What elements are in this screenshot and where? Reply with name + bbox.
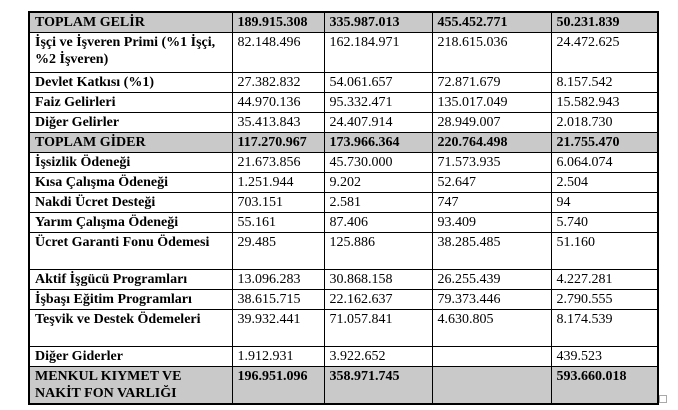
row-value: 703.151 <box>232 193 324 213</box>
row-value: 39.932.441 <box>232 310 324 347</box>
row-value: 162.184.971 <box>324 33 432 73</box>
row-value: 26.255.439 <box>432 270 551 290</box>
empty-paragraph-marker-icon <box>659 395 667 403</box>
row-value: 87.406 <box>324 213 432 233</box>
row-value: 335.987.013 <box>324 12 432 33</box>
row-value: 38.285.485 <box>432 233 551 270</box>
row-label: MENKUL KIYMET VE NAKİT FON VARLIĞI <box>29 367 232 405</box>
row-value: 117.270.967 <box>232 133 324 153</box>
row-value: 54.061.657 <box>324 73 432 93</box>
row-label: Diğer Giderler <box>29 347 232 367</box>
row-value <box>432 347 551 367</box>
row-value: 93.409 <box>432 213 551 233</box>
table-row <box>29 310 658 347</box>
row-label: Faiz Gelirleri <box>29 93 232 113</box>
row-label: TOPLAM GİDER <box>29 133 232 153</box>
row-value: 28.949.007 <box>432 113 551 133</box>
row-value: 2.504 <box>551 173 658 193</box>
row-value: 27.382.832 <box>232 73 324 93</box>
row-label: Nakdi Ücret Desteği <box>29 193 232 213</box>
financial-table <box>28 11 659 405</box>
row-value: 45.730.000 <box>324 153 432 173</box>
row-value: 24.407.914 <box>324 113 432 133</box>
row-value: 44.970.136 <box>232 93 324 113</box>
row-value: 55.161 <box>232 213 324 233</box>
row-label: Ücret Garanti Fonu Ödemesi <box>29 233 232 270</box>
row-value: 95.332.471 <box>324 93 432 113</box>
row-value: 71.573.935 <box>432 153 551 173</box>
table-row <box>29 233 658 270</box>
row-value: 82.148.496 <box>232 33 324 73</box>
row-value: 455.452.771 <box>432 12 551 33</box>
row-value: 189.915.308 <box>232 12 324 33</box>
table-row <box>29 153 658 173</box>
table-row <box>29 213 658 233</box>
table-row <box>29 347 658 367</box>
row-label: İşsizlik Ödeneği <box>29 153 232 173</box>
row-label: Devlet Katkısı (%1) <box>29 73 232 93</box>
row-value: 747 <box>432 193 551 213</box>
row-value: 22.162.637 <box>324 290 432 310</box>
row-value: 135.017.049 <box>432 93 551 113</box>
row-value: 35.413.843 <box>232 113 324 133</box>
row-label: Aktif İşgücü Programları <box>29 270 232 290</box>
row-value: 13.096.283 <box>232 270 324 290</box>
row-label: TOPLAM GELİR <box>29 12 232 33</box>
row-value: 30.868.158 <box>324 270 432 290</box>
row-value <box>432 367 551 405</box>
row-value: 79.373.446 <box>432 290 551 310</box>
row-value: 6.064.074 <box>551 153 658 173</box>
row-value: 1.912.931 <box>232 347 324 367</box>
row-value: 24.472.625 <box>551 33 658 73</box>
row-value: 21.755.470 <box>551 133 658 153</box>
table-row <box>29 33 658 73</box>
row-value: 593.660.018 <box>551 367 658 405</box>
row-label: İşbaşı Eğitim Programları <box>29 290 232 310</box>
row-value: 38.615.715 <box>232 290 324 310</box>
row-label: Diğer Gelirler <box>29 113 232 133</box>
row-value: 8.157.542 <box>551 73 658 93</box>
row-value: 2.018.730 <box>551 113 658 133</box>
row-value: 9.202 <box>324 173 432 193</box>
row-value: 8.174.539 <box>551 310 658 347</box>
row-value: 94 <box>551 193 658 213</box>
row-label: Teşvik ve Destek Ödemeleri <box>29 310 232 347</box>
table-row <box>29 367 658 405</box>
row-value: 50.231.839 <box>551 12 658 33</box>
row-value: 2.790.555 <box>551 290 658 310</box>
table-row <box>29 290 658 310</box>
row-value: 220.764.498 <box>432 133 551 153</box>
row-value: 72.871.679 <box>432 73 551 93</box>
row-label: Yarım Çalışma Ödeneği <box>29 213 232 233</box>
table-row <box>29 193 658 213</box>
row-value: 4.630.805 <box>432 310 551 347</box>
row-value: 218.615.036 <box>432 33 551 73</box>
row-value: 51.160 <box>551 233 658 270</box>
table-row <box>29 73 658 93</box>
financial-table-container <box>28 11 659 405</box>
table-row <box>29 93 658 113</box>
row-value: 3.922.652 <box>324 347 432 367</box>
row-label: İşçi ve İşveren Primi (%1 İşçi, %2 İşveren) <box>29 33 232 73</box>
row-value: 15.582.943 <box>551 93 658 113</box>
row-value: 196.951.096 <box>232 367 324 405</box>
row-value: 52.647 <box>432 173 551 193</box>
row-value: 29.485 <box>232 233 324 270</box>
table-row <box>29 12 658 33</box>
row-value: 125.886 <box>324 233 432 270</box>
table-row <box>29 173 658 193</box>
row-value: 2.581 <box>324 193 432 213</box>
table-row <box>29 113 658 133</box>
row-value: 1.251.944 <box>232 173 324 193</box>
row-value: 439.523 <box>551 347 658 367</box>
row-value: 358.971.745 <box>324 367 432 405</box>
row-value: 71.057.841 <box>324 310 432 347</box>
row-label: Kısa Çalışma Ödeneği <box>29 173 232 193</box>
row-value: 21.673.856 <box>232 153 324 173</box>
row-value: 4.227.281 <box>551 270 658 290</box>
table-row <box>29 270 658 290</box>
table-row <box>29 133 658 153</box>
row-value: 173.966.364 <box>324 133 432 153</box>
row-value: 5.740 <box>551 213 658 233</box>
